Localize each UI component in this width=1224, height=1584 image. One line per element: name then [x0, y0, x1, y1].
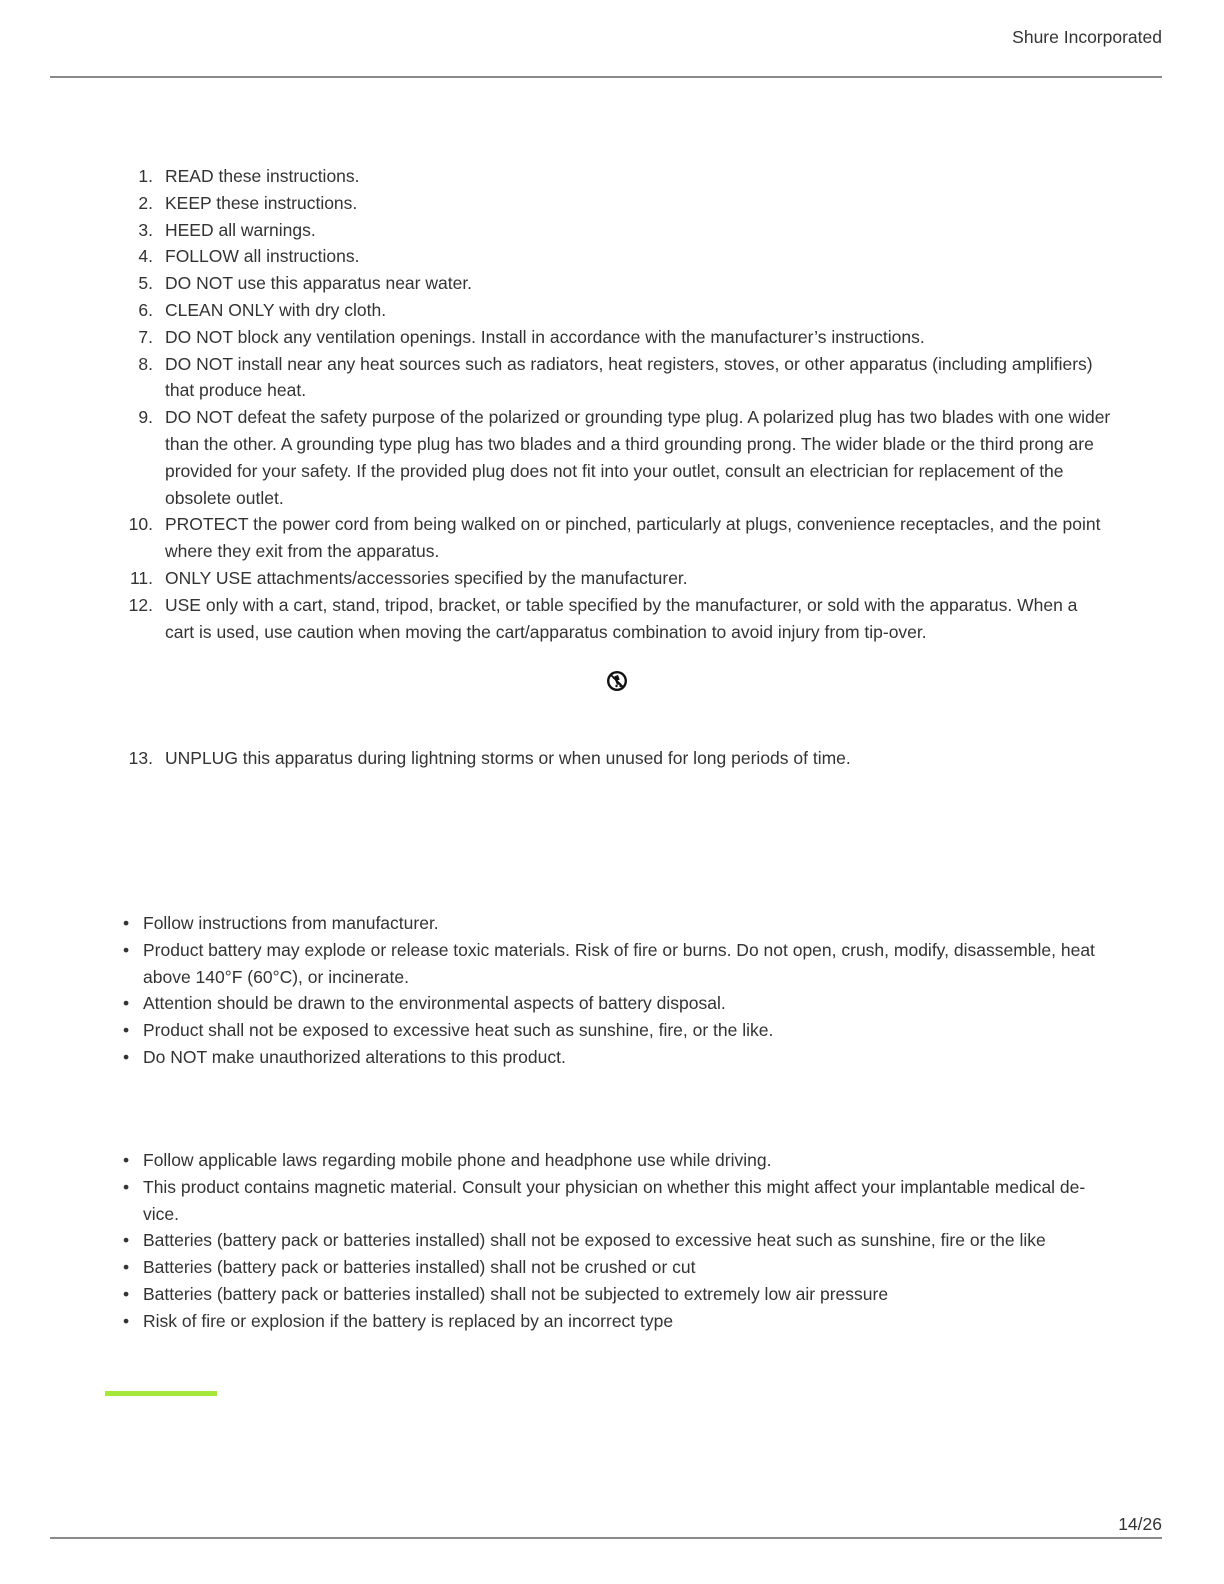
bullet: •: [123, 1310, 130, 1331]
list-item: [0, 351, 1224, 405]
item-text: HEED all warnings.: [165, 219, 316, 240]
item-number: 8.: [138, 353, 153, 374]
list-item: [0, 217, 1224, 244]
item-text: Batteries (battery pack or batteries installed) shall not be crushed or cut: [143, 1257, 696, 1278]
item-text: This product contains magnetic material. Consult your physician on whether this might affect your implantable medical device.: [143, 1176, 1086, 1224]
item-text: Attention should be drawn to the environmental aspects of battery disposal.: [143, 993, 726, 1014]
item-number: 2.: [138, 192, 153, 213]
item-number: 10.: [128, 514, 153, 535]
item-text: Batteries (battery pack or batteries installed) shall not be subjected to extremely low air pressure: [143, 1283, 889, 1304]
item-text: DO NOT install near any heat sources such as radiators, heat registers, stoves, or other apparatus (including amplifiers) that produce heat.: [165, 353, 1093, 401]
item-number: 12.: [128, 594, 153, 615]
item-text: KEEP these instructions.: [165, 192, 358, 213]
item-text: PROTECT the power cord from being walked on or pinched, particularly at plugs, convenience receptacles, and the point where they exit from the apparatus.: [165, 514, 1101, 562]
item-text: Risk of fire or explosion if the battery is replaced by an incorrect type: [143, 1310, 674, 1331]
item-number: 13.: [128, 748, 153, 768]
item-text: USE only with a cart, stand, tripod, bracket, or table specified by the manufacturer, or sold with the apparatus. When a cart is used, use caution when moving the cart/apparatus combination to avoid injury from tip-over.: [165, 594, 1078, 642]
item-number: 1.: [138, 166, 153, 186]
general-warnings-list: [0, 1147, 1224, 1335]
section-accent-bar: [105, 1391, 217, 1396]
list-item: [0, 1308, 1224, 1335]
item-text: Follow applicable laws regarding mobile phone and headphone use while driving.: [143, 1150, 772, 1170]
list-item: [0, 565, 1224, 592]
item-text: UNPLUG this apparatus during lightning storms or when unused for long periods of time.: [165, 748, 851, 768]
page-number: 14/26: [1118, 1514, 1162, 1534]
bullet: •: [123, 939, 130, 960]
item-text: CLEAN ONLY with dry cloth.: [165, 299, 387, 320]
list-item: [0, 511, 1224, 565]
item-text: Batteries (battery pack or batteries installed) shall not be exposed to excessive heat such as sunshine, fire or the like: [143, 1230, 1046, 1251]
item-text: FOLLOW all instructions.: [165, 246, 360, 267]
item-text: DO NOT use this apparatus near water.: [165, 273, 473, 294]
item-number: 11.: [129, 567, 153, 588]
item-number: 5.: [138, 273, 153, 294]
list-item: [0, 270, 1224, 297]
list-item: [0, 1174, 1224, 1228]
bullet: •: [123, 913, 130, 933]
bullet: •: [123, 1046, 130, 1067]
bullet: •: [123, 1257, 130, 1278]
list-item: [0, 324, 1224, 351]
list-item: [0, 1281, 1224, 1308]
footer-divider: [50, 1537, 1162, 1539]
bullet: •: [123, 1176, 130, 1197]
list-item: [0, 1147, 1224, 1174]
list-item: [0, 937, 1224, 991]
list-item: [0, 163, 1224, 190]
bullet: •: [123, 1020, 130, 1041]
item-text: DO NOT defeat the safety purpose of the polarized or grounding type plug. A polarized plug has two blades with one wider than the other. A grounding type plug has two blades and a third grounding prong. The wider blade or the third prong are provided for your safety. If the provided plug does not fit into your outlet, consult an electrician for replacement of the obsolete outlet.: [165, 407, 1111, 508]
list-item: [0, 297, 1224, 324]
list-item: [0, 190, 1224, 217]
header-divider: [50, 76, 1162, 78]
item-text: Product battery may explode or release toxic materials. Risk of fire or burns. Do not open, crush, modify, disassemble, heat above 140°F (60°C), or incinerate.: [143, 939, 1095, 987]
item-text: Product shall not be exposed to excessive heat such as sunshine, fire, or the like.: [143, 1020, 774, 1041]
item-text: ONLY USE attachments/accessories specified by the manufacturer.: [165, 567, 688, 588]
safety-instructions-list: [0, 163, 1224, 645]
list-item: [0, 243, 1224, 270]
header-company-name: Shure Incorporated: [1012, 27, 1162, 47]
bullet: •: [123, 1230, 130, 1251]
item-number: 9.: [138, 407, 153, 428]
bullet: •: [123, 1283, 130, 1304]
list-item: [0, 404, 1224, 511]
cart-tip-over-warning-icon: [606, 670, 628, 692]
list-item: [0, 1044, 1224, 1071]
item-number: 7.: [138, 326, 153, 347]
bullet: •: [123, 993, 130, 1014]
battery-warnings-list: [0, 910, 1224, 1071]
bullet: •: [123, 1150, 130, 1170]
list-item: [0, 990, 1224, 1017]
item-text: READ these instructions.: [165, 166, 360, 186]
list-item: [0, 745, 1224, 772]
item-text: Do NOT make unauthorized alterations to this product.: [143, 1046, 566, 1067]
list-item: [0, 1227, 1224, 1254]
item-text: DO NOT block any ventilation openings. Install in accordance with the manufacturer’s instructions.: [165, 326, 925, 347]
item-number: 6.: [138, 299, 153, 320]
list-item: [0, 1017, 1224, 1044]
list-item: [0, 910, 1224, 937]
list-item: [0, 592, 1224, 646]
item-text: Follow instructions from manufacturer.: [143, 913, 439, 933]
safety-instructions-list-continued: [0, 745, 1224, 772]
item-number: 4.: [138, 246, 153, 267]
list-item: [0, 1254, 1224, 1281]
item-number: 3.: [138, 219, 153, 240]
